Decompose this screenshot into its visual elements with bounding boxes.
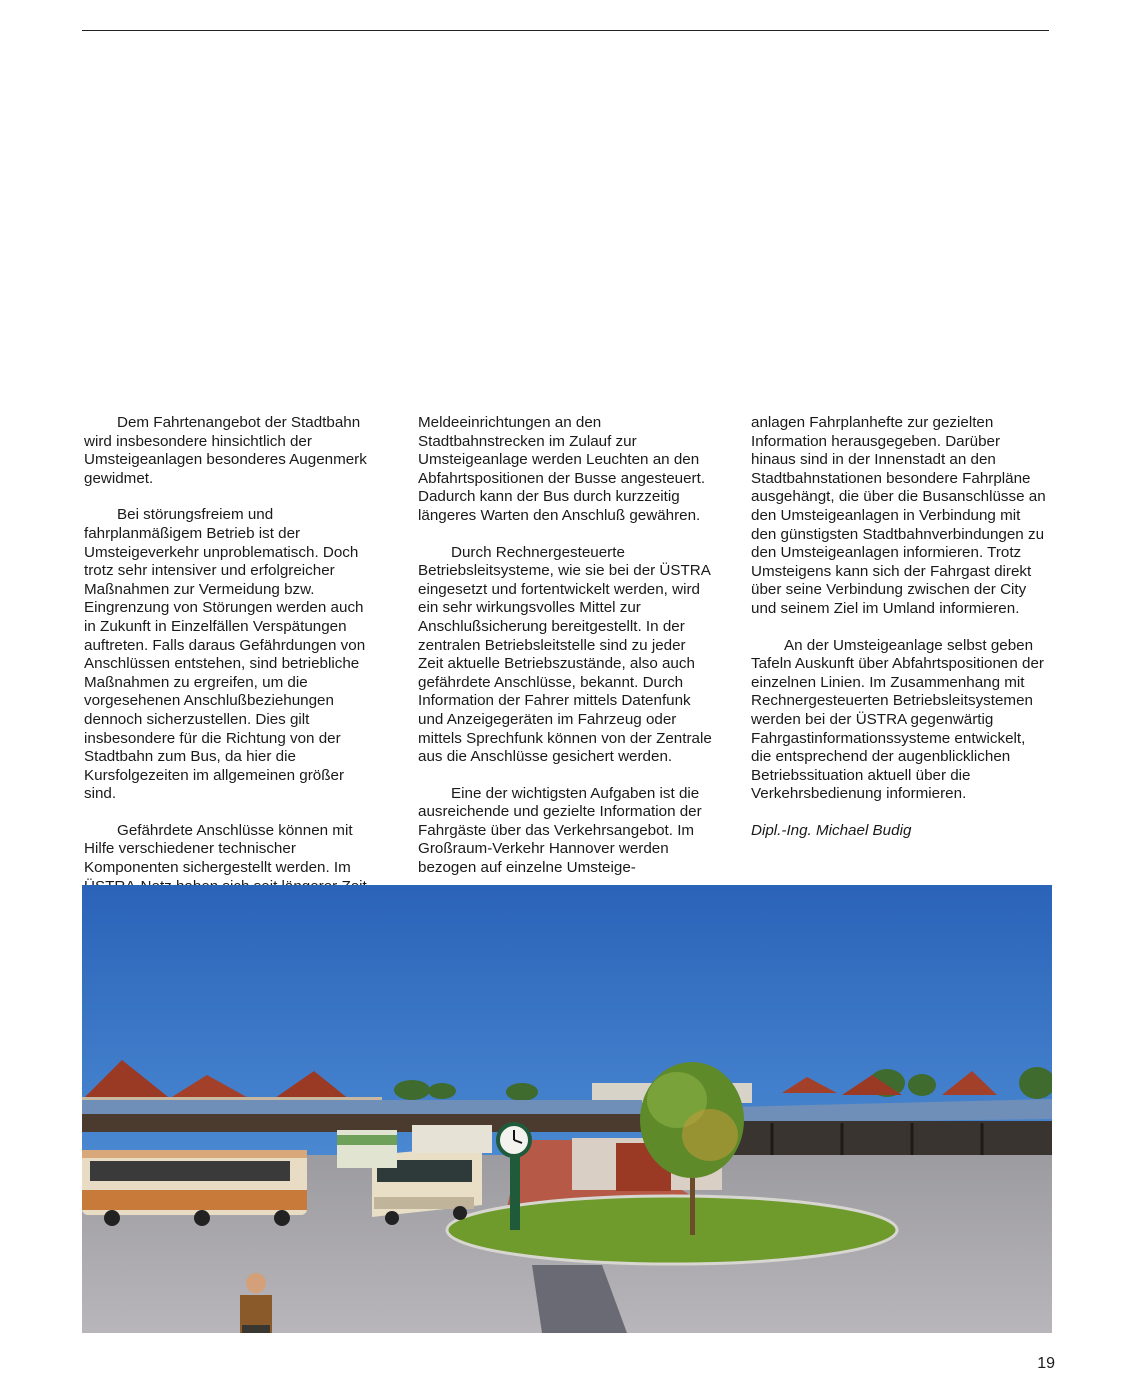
paragraph: Meldeeinrichtungen an den Stadtbahnstrecken im Zulauf zur Umsteigeanlage werden Leuchten an den Abfahrtspositionen der Busse angesteuert. Dadurch kann der Bus durch kurzzeitig längeres Warten den Anschluß gewähren. <box>418 414 706 524</box>
paragraph: An der Umsteigeanlage selbst geben Tafeln Auskunft über Abfahrtspositionen der einzelnen Linien. Im Zusammenhang mit Rechnergesteuerten Betriebsleitsystemen werden bei der ÜSTRA gegenwärtig Fahrgastinformationssysteme entwickelt, die entsprechend der augenblicklichen Betriebssituation aktuell über die Verkehrsbedienung informieren. <box>751 636 1044 803</box>
paragraph: Durch Rechnergesteuerte Betriebsleitsysteme, wie sie bei der ÜSTRA eingesetzt und fortentwickelt werden, wird ein sehr wirkungsvolles Mittel zur Anschlußsicherung bereitgestellt. In der zentralen Betriebsleitstelle sind zu jeder Zeit aktuelle Betriebszustände, also auch gefährdete Anschlüsse, bekannt. Durch Information der Fahrer mittels Datenfunk und Anzeigegeräten im Fahrzeug oder mittels Sprechfunk können von der Zentrale aus die Anschlüsse gesichert werden. <box>418 543 712 766</box>
text-column-1 <box>84 414 379 915</box>
top-rule <box>82 30 1049 31</box>
bus-interchange-photo <box>82 885 1052 1333</box>
paragraph: Gefährdete Anschlüsse können mit Hilfe verschiedener technischer Komponenten sichergestellt werden. Im <box>84 821 353 877</box>
paragraph: Eine der wichtigsten Aufgaben ist die ausreichende und gezielte Information der Fahrgäste über das Verkehrsangebot. Im Großraum-Verkehr Hannover werden bezogen auf einzelne Umsteige- <box>418 784 702 877</box>
paragraph: anlagen Fahrplanhefte zur gezielten Information herausgegeben. Darüber hinaus sind in der Innenstadt an den Stadtbahnstationen besondere Fahrpläne ausgehängt, die über die Busanschlüsse an den Umsteigeanlagen in Verbindung mit den günstigsten Stadtbahnverbindungen zu den Umsteigeanlagen informieren. Trotz Umsteigens kann sich der Fahrgast direkt über seine Verbindung zwischen der City und seinem Ziel im Umland informieren. <box>751 414 1046 617</box>
author-signature: Dipl.-Ing. Michael Budig <box>751 821 912 839</box>
text-column-2 <box>418 414 713 878</box>
paragraph: Dem Fahrtenangebot der Stadtbahn wird insbesondere hinsichtlich der Umsteigeanlagen besonderes Augenmerk gewidmet. <box>84 414 367 487</box>
page-number: 19 <box>1037 1355 1055 1372</box>
paragraph: Bei störungsfreiem und fahrplanmäßigem Betrieb ist der Umsteigeverkehr unproblematisch. Doch trotz sehr intensiver und erfolgreicher Maßnahmen zur Vermeidung bzw. Eingrenzung von Störungen werden auch in Zukunft in Einzelfällen Verspätungen auftreten. Falls daraus Gefährdungen von Anschlüssen entstehen, sind betriebliche Maßnahmen zu ergreifen, um die vorgesehenen Anschlußbeziehungen dennoch sicherzustellen. Dies gilt insbesondere für die Richtung von der Stadtbahn zum Bus, da hier die Kursfolgezeiten im allgemeinen größer sind. <box>84 506 366 803</box>
text-column-3 <box>751 414 1046 840</box>
photo-illustration <box>82 885 1052 1333</box>
